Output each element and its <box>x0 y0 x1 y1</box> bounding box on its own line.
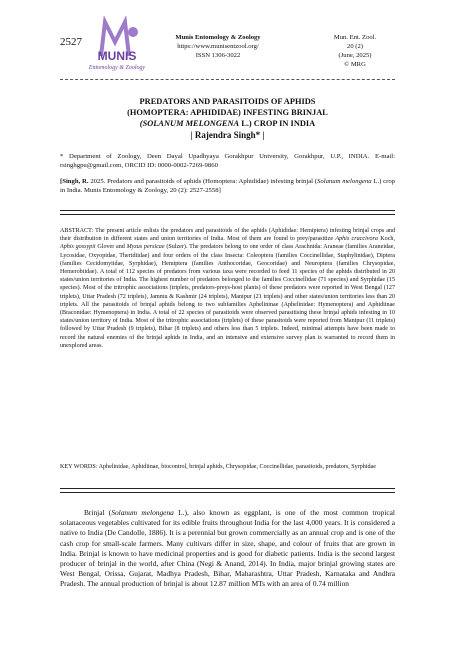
logo-dot <box>128 27 138 37</box>
body-part-b: L.), also known as eggplant, is one of the most common tropical solanaceous vegetables cultivated for its edible fruits throughout India for the last 4,000 years. It is considered a native to India (De Candolle, 1886). It is a perennial but grown commercially as an annual crop and is one of the cash crop for small-scale farmers. Many cultivars differ in size, shape, and colour of fruits that are grown in India. Brinjal is known to have medicinal properties and is good for diabetic patients. India is the second largest producer of brinjal in the world, after China (Negi & Anand, 2014). In India, major brinjal growing states are West Bengal, Orissa, Gujarat, Madhya Pradesh, Bihar, Maharashtra, Uttar Pradesh, Karnataka and Andhra Pradesh. The annual production of brinjal is about 12.87 million MTs with an area of 0.74 million <box>60 508 395 589</box>
header-divider <box>60 79 395 80</box>
citation-author: [Singh, R. <box>60 178 89 185</box>
affiliation: * Department of Zoology, Deen Dayal Upadhyaya Gorakhpur University, Gorakhpur, U.P., INDIA. E-mail: rsinghgpu@gmail.com, ORCID ID: 0000-0002-7269-9860 <box>60 153 395 169</box>
abstract-part-b: Koch, <box>377 236 395 243</box>
citation-text-a: 2025. Predators and parasitoids of aphids (Homoptera: Aphididae) infesting brinjal ( <box>88 178 318 185</box>
journal-info <box>148 33 288 60</box>
intro-paragraph <box>60 508 395 590</box>
journal-abbrev: Mun. Ent. Zool. <box>333 34 377 41</box>
title-line-2: (HOMOPTERA: APHIDIDAE) INFESTING BRINJAL <box>127 108 328 117</box>
abstract-species-1: Aphis craccivora <box>335 236 378 243</box>
body-part-a: Brinjal ( <box>84 508 112 517</box>
abstract-species-3: Myzus persicae <box>126 244 165 251</box>
citation <box>60 177 395 196</box>
page-header <box>60 16 395 78</box>
article-title <box>80 96 375 129</box>
copyright: © MRG <box>344 61 366 68</box>
journal-name: Munis Entomology & Zoology <box>175 34 261 41</box>
abstract-species-2: Aphis gossypii <box>60 244 96 251</box>
title-line-1: PREDATORS AND PARASITOIDS OF APHIDS <box>139 97 316 106</box>
volume-issue: 20 (2) <box>347 43 363 50</box>
abstract-bottom-rule <box>60 488 395 493</box>
abstract-top-rule <box>60 210 395 215</box>
abstract-part-c: Glover and <box>95 244 127 251</box>
logo-text-sub: Entomology & Zoology <box>88 65 146 71</box>
title-line-3 <box>80 118 375 129</box>
title-italic-part: (SOLANUM MELONGENA <box>139 119 240 128</box>
author-list: | Rajendra Singh* | <box>190 130 265 140</box>
abstract-part-a: ABSTRACT: The present article enlists the predators and parasitoids of the aphids (Aphididae: Hemiptera) infesting brinjal crops and their distribution in different states and union territories of India. Most of them are found to prey/parasitize <box>60 228 395 243</box>
issue-date: (June, 2025) <box>338 52 372 59</box>
logo-text-main: MUNIS <box>97 49 137 63</box>
issue-meta <box>315 33 395 69</box>
body-species: Solanum melongena <box>111 508 174 517</box>
journal-logo <box>87 16 147 76</box>
citation-italic: Solanum melongena <box>317 178 372 185</box>
abstract-part-d: (Sulzer). The predators belong to one order of class Arachnida: Araneae (families Araneidae, Lycosidae, Oxyopidae, Theridiidae) and four orders of the class Insecta: Coleoptera (families Coccinellidae, Staphylinidae), Diptera (families Cecidomyiidae, Syrphidae), Hemiptera (families Anthocoridae, Geocoridae) and Neuroptera (families Chrysopidae, Hemerobiidae). A total of 112 species of predators from various taxa were recorded to feed 11 species of the aphids distributed in 20 states/union territories of India. The highest number of predators belonged to the families Coccinellidae (71 species) and Syrphidae (15 species). Most of the tritrophic associations (triplets, predators-preys-host plants) of these predators were reported in West Bengal (127 triplets), Uttar Pradesh (72 triplets), Jammu & Kashmir (24 triplets), Manipur (21 triplets) and other states/union territories less than 20 triplets. All the parasitoids of brinjal aphids belong to two subfamilies Aphelininae (Aphelinidae: Hymenoptera) and Aphidiinae (Braconidae: Hymenoptera) in India. A total of 22 species of parasitoids were observed parasitising these brinjal aphids infesting in 10 states/union territory of India. Most of the tritrophic associations (triplets) of these parasitoids were reported from Manipur (11 triplets) followed by Uttar Pradesh (9 triplets), Bihar (8 triplets) and others less than 5 triplets. Indeed, minimal attempts have been made to record the natural enemies of the brinjal aphids in India, and an intensive and extensive survey plan is warranted to record them in unexplored areas. <box>60 244 395 349</box>
citation-text-b: L.) crop in India. Munis Entomology & Zoology, 20 (2): 2527-2558] <box>60 178 396 195</box>
journal-issn: ISSN 1306-3022 <box>195 52 241 59</box>
title-rest-part: L.) CROP IN INDIA <box>239 119 316 128</box>
journal-url[interactable]: https://www.munisentzool.org/ <box>177 43 259 50</box>
keywords: KEY WORDS: Aphelinidae, Aphidiinae, biocontrol, brinjal aphids, Chrysopidae, Coccinellidae, parasitoids, predators, Syrphidae <box>60 464 376 470</box>
abstract <box>60 227 395 350</box>
page-number: 2527 <box>60 36 82 48</box>
